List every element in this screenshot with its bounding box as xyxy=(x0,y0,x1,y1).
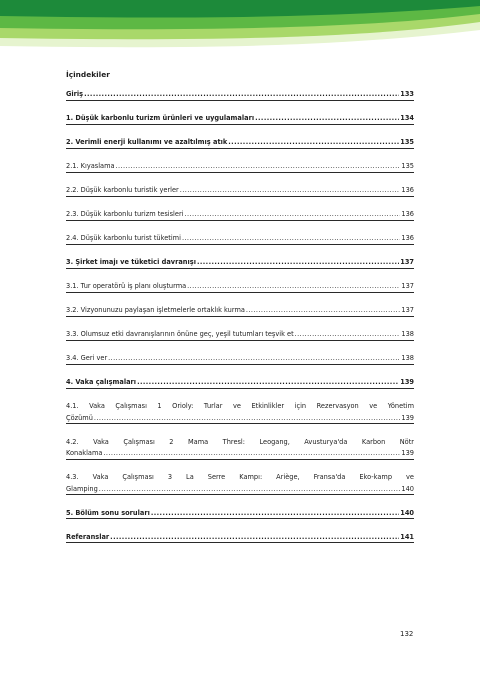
toc-entry-line xyxy=(66,114,414,125)
toc-entry[interactable] xyxy=(66,354,414,365)
toc-entry-label: 3. Şirket imajı ve tüketici davranışı xyxy=(66,258,196,266)
toc-entry-line xyxy=(66,186,414,197)
toc-entry-title-line: 4.1. Vaka Çalışması 1 Orioly: Turlar ve Etkinlikler için Rezervasyon ve Yönetim xyxy=(66,402,414,410)
toc-entry-page: 136 xyxy=(401,210,414,218)
toc-entry-line xyxy=(66,485,414,496)
toc-entry-page: 138 xyxy=(401,330,414,338)
toc-entry-label: 2. Verimli enerji kullanımı ve azaltılmış atık xyxy=(66,138,228,146)
toc-entry[interactable] xyxy=(66,162,414,173)
toc-entry[interactable] xyxy=(66,210,414,221)
toc-dot-leader xyxy=(187,282,400,291)
toc-entry[interactable] xyxy=(66,473,414,495)
toc-entry-line xyxy=(66,282,414,293)
toc-entry-page: 140 xyxy=(400,508,414,517)
toc-entry-label: 5. Bölüm sonu soruları xyxy=(66,508,150,517)
toc-entry-page: 136 xyxy=(401,186,414,194)
toc-dot-leader xyxy=(228,138,399,147)
toc-entry-label: 4. Vaka çalışmaları xyxy=(66,378,137,386)
toc-entry-label: 3.2. Vizyonunuzu paylaşan işletmelerle ortaklık kurma xyxy=(66,306,245,314)
toc-dot-leader xyxy=(180,186,401,195)
toc-entry-line xyxy=(66,258,414,269)
toc-entry-page: 135 xyxy=(400,138,414,146)
page-number: 132 xyxy=(400,630,414,638)
header-wave-banner xyxy=(0,0,480,52)
toc-entry-line xyxy=(66,378,414,389)
toc-entry[interactable] xyxy=(66,258,414,269)
toc-entry-line xyxy=(66,533,414,544)
toc-entry-page: 136 xyxy=(401,234,414,242)
toc-entry-page: 139 xyxy=(400,378,414,386)
toc-entry[interactable] xyxy=(66,234,414,245)
toc-entry-line xyxy=(66,414,414,425)
toc-entry-page: 141 xyxy=(400,532,414,541)
toc-entry-page: 137 xyxy=(400,258,414,266)
toc-entry-page: 137 xyxy=(401,306,414,314)
toc-entry-title-line: 4.2. Vaka Çalışması 2 Mama Thresl: Leogang, Avusturya'da Karbon Nötr xyxy=(66,437,414,446)
toc-entry-label: Çözümü xyxy=(66,413,93,422)
toc-entry[interactable] xyxy=(66,509,414,520)
toc-dot-leader xyxy=(94,414,401,423)
toc-entry-line xyxy=(66,330,414,341)
table-of-contents xyxy=(66,70,414,557)
toc-entry-page: 139 xyxy=(401,413,414,422)
toc-entry-page: 133 xyxy=(400,90,414,98)
toc-dot-leader xyxy=(182,234,400,243)
toc-title: İçindekiler xyxy=(66,70,110,79)
toc-entry-line xyxy=(66,306,414,317)
toc-dot-leader xyxy=(110,533,399,542)
toc-entry-label: 2.2. Düşük karbonlu turistik yerler xyxy=(66,186,179,194)
toc-entry-label: 3.4. Geri ver xyxy=(66,354,108,362)
toc-entry-label: Glamping xyxy=(66,484,98,493)
toc-entry-label: 1. Düşük karbonlu turizm ürünleri ve uygulamaları xyxy=(66,114,255,122)
toc-dot-leader xyxy=(99,485,401,494)
toc-entry[interactable] xyxy=(66,282,414,293)
toc-dot-leader xyxy=(108,354,400,363)
toc-entry[interactable] xyxy=(66,378,414,389)
toc-entry-label: 2.3. Düşük karbonlu turizm tesisleri xyxy=(66,210,184,218)
toc-dot-leader xyxy=(197,258,399,267)
toc-entry-line xyxy=(66,509,414,520)
toc-entry-line xyxy=(66,354,414,365)
toc-entry-line xyxy=(66,138,414,149)
toc-entry-line xyxy=(66,162,414,173)
toc-dot-leader xyxy=(246,306,401,315)
toc-dot-leader xyxy=(137,378,399,387)
toc-entry-line xyxy=(66,449,414,460)
toc-entry-page: 138 xyxy=(401,354,414,362)
toc-entry-label: 3.1. Tur operatörü iş planı oluşturma xyxy=(66,282,187,290)
toc-list xyxy=(66,90,414,543)
toc-entry[interactable] xyxy=(66,114,414,125)
toc-entry[interactable] xyxy=(66,330,414,341)
toc-entry-line xyxy=(66,234,414,245)
toc-dot-leader xyxy=(295,330,401,339)
toc-entry-label: Giriş xyxy=(66,90,84,98)
toc-entry-line xyxy=(66,210,414,221)
toc-entry[interactable] xyxy=(66,138,414,149)
toc-dot-leader xyxy=(185,210,401,219)
toc-entry[interactable] xyxy=(66,402,414,424)
toc-entry[interactable] xyxy=(66,438,414,460)
toc-dot-leader xyxy=(84,90,399,99)
toc-entry-label: 2.4. Düşük karbonlu turist tüketimi xyxy=(66,234,181,242)
toc-entry[interactable] xyxy=(66,90,414,101)
toc-entry[interactable] xyxy=(66,186,414,197)
toc-entry-page: 134 xyxy=(400,114,414,122)
toc-entry-page: 137 xyxy=(401,282,414,290)
toc-entry-label: Referanslar xyxy=(66,532,110,541)
toc-entry-page: 135 xyxy=(401,162,414,170)
toc-entry-label: 2.1. Kıyaslama xyxy=(66,162,115,170)
toc-dot-leader xyxy=(116,162,401,171)
toc-entry-page: 139 xyxy=(401,449,414,457)
toc-entry[interactable] xyxy=(66,533,414,544)
toc-dot-leader xyxy=(255,114,399,123)
toc-entry[interactable] xyxy=(66,306,414,317)
toc-dot-leader xyxy=(151,509,399,518)
toc-entry-line xyxy=(66,90,414,101)
toc-entry-label: 3.3. Olumsuz etki davranışlarının önüne geç, yeşil tutumları teşvik et xyxy=(66,330,294,338)
toc-entry-label: Konaklama xyxy=(66,449,103,457)
toc-entry-title-line: 4.3. Vaka Çalışması 3 La Serre Kampı: Ariège, Fransa'da Eko-kamp ve xyxy=(66,473,414,481)
toc-dot-leader xyxy=(103,449,400,458)
toc-entry-page: 140 xyxy=(401,484,414,493)
